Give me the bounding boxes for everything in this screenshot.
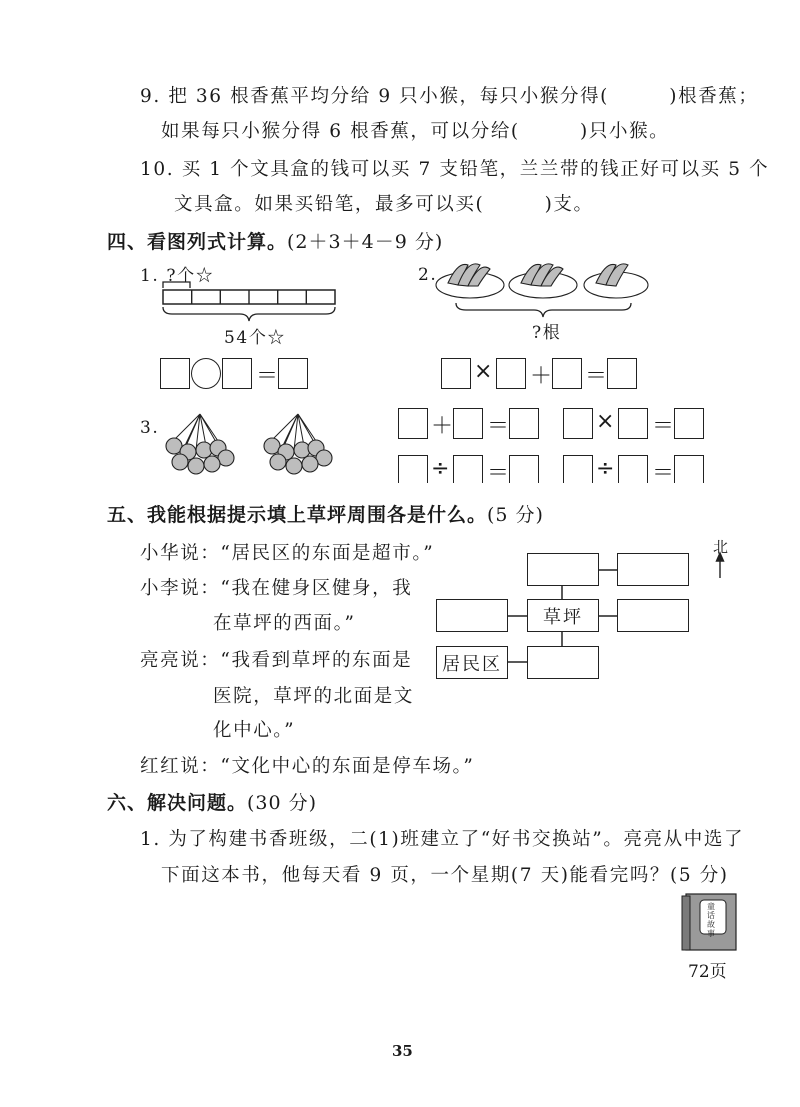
hint-li-2: 在草坪的西面。”	[213, 613, 356, 634]
p3-row1-plus: ＋	[431, 414, 454, 439]
p3-row2b-divide: ÷	[596, 456, 615, 481]
section6-heading	[107, 788, 317, 815]
section4-points: (2＋3＋4－9 分)	[287, 231, 444, 253]
section6-title: 六、解决问题。	[107, 792, 248, 814]
section6-points: (30 分)	[247, 792, 318, 814]
p3-row1b-equals: ＝	[652, 414, 675, 439]
north-label: 北	[713, 538, 729, 556]
q10-line1: 10. 买 1 个文具盒的钱可以买 7 支铅笔，兰兰带的钱正好可以买 5 个	[140, 159, 770, 180]
q9-line2: 如果每只小猴分得 6 根香蕉，可以分给( )只小猴。	[161, 121, 670, 142]
p3-row1-equals: ＝	[487, 414, 510, 439]
page-number: 35	[392, 1042, 413, 1060]
map-box-residential: 居民区	[436, 646, 508, 679]
hint-hong: 红红说：“文化中心的东面是停车场。”	[140, 756, 475, 777]
map-box-fitness[interactable]	[436, 599, 508, 632]
p3-label: 3.	[140, 418, 160, 438]
p1-equals: ＝	[256, 364, 279, 389]
hint-liang-2: 医院，草坪的北面是文	[213, 686, 415, 707]
hint-liang-3: 化中心。”	[213, 720, 296, 741]
p2-times: ×	[474, 359, 493, 384]
map-box-culture-center[interactable]	[527, 553, 599, 586]
section5-title: 五、我能根据提示填上草坪周围各是什么。	[107, 504, 488, 526]
map-box-lawn: 草坪	[527, 599, 599, 632]
p1-label: 1. ?个☆	[140, 266, 215, 286]
p3-row2b-equals: ＝	[652, 461, 675, 486]
q9-line1: 9. 把 36 根香蕉平均分给 9 只小猴，每只小猴分得( )根香蕉；	[140, 86, 759, 107]
p3-row1b-times: ×	[596, 409, 615, 434]
section5-points: (5 分)	[487, 504, 544, 526]
hint-liang-1: 亮亮说：“我看到草坪的东面是	[140, 650, 413, 671]
section4-title: 四、看图列式计算。	[107, 231, 288, 253]
map-box-supermarket[interactable]	[527, 646, 599, 679]
p2-label: 2.	[418, 265, 438, 285]
map-box-parking[interactable]	[617, 553, 689, 586]
p3-row2-divide: ÷	[431, 456, 450, 481]
p2-plus: ＋	[530, 364, 553, 389]
s6-q1-line2: 下面这本书，他每天看 9 页，一个星期(7 天)能看完吗？(5 分)	[161, 865, 729, 886]
p2-equals: ＝	[585, 364, 608, 389]
map-box-hospital[interactable]	[617, 599, 689, 632]
q10-line2: 文具盒。如果买铅笔，最多可以买( )支。	[174, 194, 594, 215]
book-title: 童话故事	[707, 902, 715, 938]
p1-total: 54个☆	[224, 328, 287, 348]
hint-li-1: 小李说：“我在健身区健身，我	[140, 578, 413, 599]
s6-q1-line1: 1. 为了构建书香班级，二(1)班建立了“好书交换站”。亮亮从中选了	[140, 829, 745, 850]
p3-row2-equals: ＝	[487, 461, 510, 486]
p2-total: ?根	[532, 323, 562, 343]
book-pages: 72页	[688, 962, 727, 982]
hint-hua: 小华说：“居民区的东面是超市。”	[140, 543, 435, 564]
